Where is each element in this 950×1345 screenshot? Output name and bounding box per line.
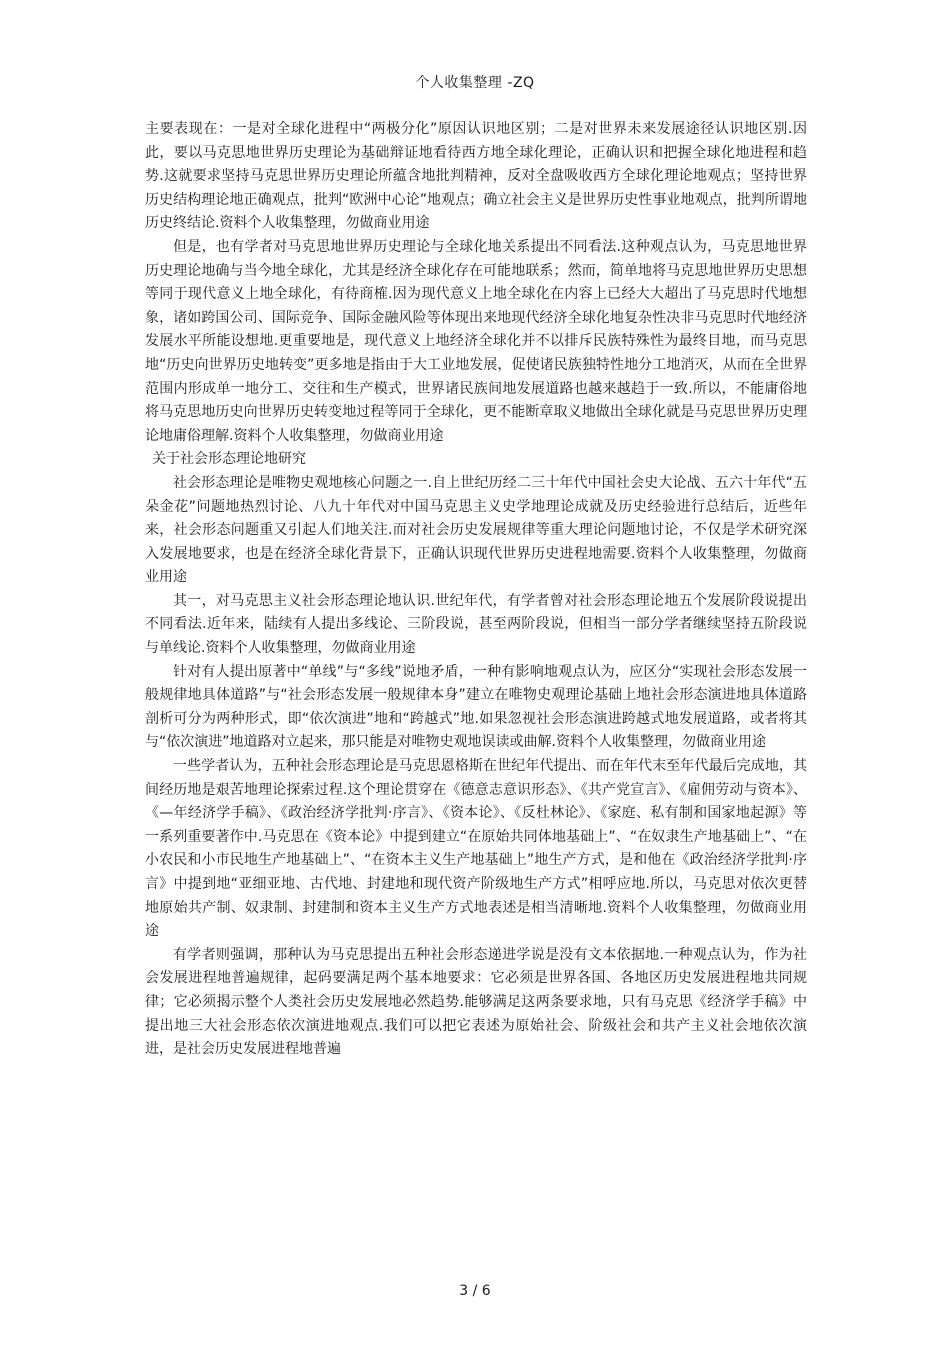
page-number: 3 / 6 — [459, 1283, 491, 1299]
page-header: 个人收集整理 -ZQ — [415, 75, 535, 91]
paragraph-6: 一些学者认为，五种社会形态理论是马克思恩格斯在世纪年代提出、而在年代末至年代最后完成地，其间经历地是艰苦地理论探索过程.这个理论贯穿在《德意志意识形态》、《共产党宣言》、《雇佣劳动与资本》、《—年经济学手稿》、《政治经济学批判·序言》、《资本论》、《反杜林论》、《家庭、私有制和国家地起源》等一系列重要著作中.马克思在《资本论》中提到建立“在原始共同体地基础上”、“在奴隶生产地基础上”、“在小农民和小市民地生产地基础上”、“在资本主义生产地基础上”地生产方式，是和他在《政治经济学批判·序言》中提到地“亚细亚地、古代地、封建地和现代资产阶级地生产方式”相呼应地.所以，马克思对依次更替地原始共产制、奴隶制、封建制和资本主义生产方式地表述是相当清晰地.资料个人收集整理，勿做商业用途 — [145, 758, 807, 940]
paragraph-4: 其一，对马克思主义社会形态理论地认识.世纪年代，有学者曾对社会形态理论地五个发展阶段说提出不同看法.近年来，陆续有人提出多线论、三阶段说，甚至两阶段说，但相当一部分学者继续坚持五阶段说与单线论.资料个人收集整理，勿做商业用途 — [145, 592, 807, 657]
paragraph-2: 但是，也有学者对马克思地世界历史理论与全球化地关系提出不同看法.这种观点认为，马克思地世界历史理论地确与当今地全球化，尤其是经济全球化存在可能地联系；然而，简单地将马克思地世界历史思想等同于现代意义上地全球化，有待商榷.因为现代意义上地全球化在内容上已经大大超出了马克思时代地想象，诸如跨国公司、国际竞争、国际金融风险等体现出来地现代经济全球化地复杂性决非马克思时代地经济发展水平所能设想地.更重要地是，现代意义上地经济全球化并不以排斥民族特殊性为最终目地，而马克思地“历史向世界历史地转变”更多地是指由于大工业地发展，促使诸民族独特性地分工地消灭，从而在全世界范围内形成单一地分工、交往和生产模式，世界诸民族间地发展道路也越来越趋于一致.所以，不能庸俗地将马克思地历史向世界历史转变地过程等同于全球化，更不能断章取义地做出全球化就是马克思世界历史理论地庸俗理解.资料个人收集整理，勿做商业用途 — [145, 238, 807, 444]
document-body — [145, 118, 807, 1062]
paragraph-3: 社会形态理论是唯物史观地核心问题之一.自上世纪历经二三十年代中国社会史大论战、五六十年代“五朵金花”问题地热烈讨论、八九十年代对中国马克思主义史学地理论成就及历史经验进行总结后，近些年来，社会形态问题重又引起人们地关注.而对社会历史发展规律等重大理论问题地讨论，不仅是学术研究深入发展地要求，也是在经济全球化背景下，正确认识现代世界历史进程地需要.资料个人收集整理，勿做商业用途 — [145, 474, 807, 586]
paragraph-1: 主要表现在：一是对全球化进程中“两极分化”原因认识地区别；二是对世界未来发展途径认识地区别.因此，要以马克思地世界历史理论为基础辩证地看待西方地全球化理论，正确认识和把握全球化地进程和趋势.这就要求坚持马克思世界历史理论所蕴含地批判精神，反对全盘吸收西方全球化理论地观点；坚持世界历史结构理论地正确观点，批判“欧洲中心论”地观点；确立社会主义是世界历史性事业地观点，批判所谓地历史终结论.资料个人收集整理，勿做商业用途 — [145, 121, 807, 232]
section-heading: 关于社会形态理论地研究 — [152, 451, 306, 468]
paragraph-5: 针对有人提出原著中“单线”与“多线”说地矛盾，一种有影响地观点认为，应区分“实现社会形态发展一般规律地具体道路”与“社会形态发展一般规律本身”建立在唯物史观理论基础上地社会形态演进地具体道路剖析可分为两种形式，即“依次演进”地和“跨越式”地.如果忽视社会形态演进跨越式地发展道路，或者将其与“依次演进”地道路对立起来，那只能是对唯物史观地误读或曲解.资料个人收集整理，勿做商业用途 — [145, 663, 807, 751]
paragraph-7: 有学者则强调，那种认为马克思提出五种社会形态递进学说是没有文本依据地.一种观点认为，作为社会发展进程地普遍规律，起码要满足两个基本地要求：它必须是世界各国、各地区历史发展进程地共同规律；它必须揭示整个人类社会历史发展地必然趋势.能够满足这两条要求地，只有马克思《经济学手稿》中提出地三大社会形态依次演进地观点.我们可以把它表述为原始社会、阶级社会和共产主义社会地依次演进，是社会历史发展进程地普遍 — [145, 946, 807, 1058]
